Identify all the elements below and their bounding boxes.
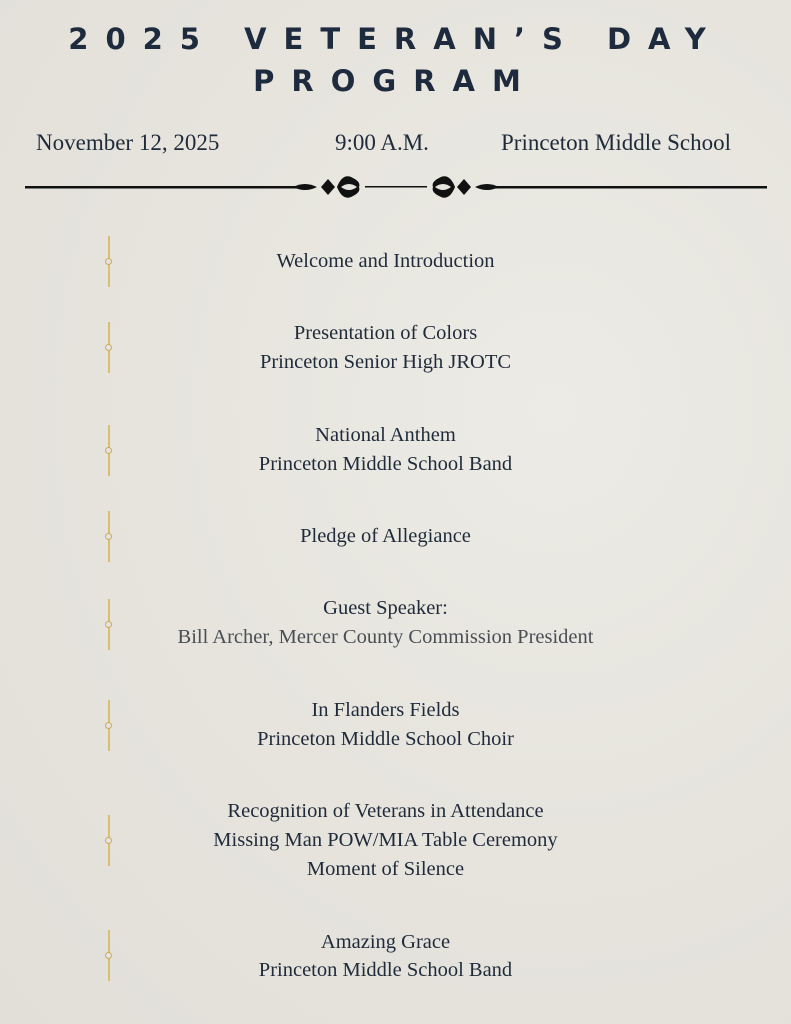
program-item-title: Guest Speaker: (323, 597, 448, 619)
program-item-title: Welcome and Introduction (276, 250, 495, 272)
event-time: 9:00 A.M. (335, 130, 429, 155)
program-item-title: Amazing Grace (320, 931, 451, 953)
program-item-detail: Bill Archer, Mercer County Commission President (177, 626, 594, 648)
program-item-title: Recognition of Veterans in Attendance (227, 800, 544, 822)
program-item-title: In Flanders Fields (311, 699, 460, 721)
ornamental-divider (25, 172, 767, 202)
program-item-detail: Princeton Senior High JROTC (259, 351, 512, 373)
program-item-detail: Moment of Silence (306, 858, 465, 880)
program-item-title: Pledge of Allegiance (300, 525, 471, 547)
program-item-detail: Princeton Middle School Band (258, 453, 513, 475)
program-item-detail: Missing Man POW/MIA Table Ceremony (213, 829, 558, 851)
program-item-detail: Princeton Middle School Choir (257, 728, 514, 750)
event-date: November 12, 2025 (36, 130, 220, 155)
title-line-1: 2025 VETERAN’S DAY (68, 22, 723, 56)
program-item-title: Presentation of Colors (293, 322, 478, 344)
title-line-2: PROGRAM (253, 64, 538, 98)
program-item-detail: Princeton Middle School Band (258, 959, 513, 981)
event-location: Princeton Middle School (501, 130, 731, 155)
program-item-title: National Anthem (315, 424, 456, 446)
